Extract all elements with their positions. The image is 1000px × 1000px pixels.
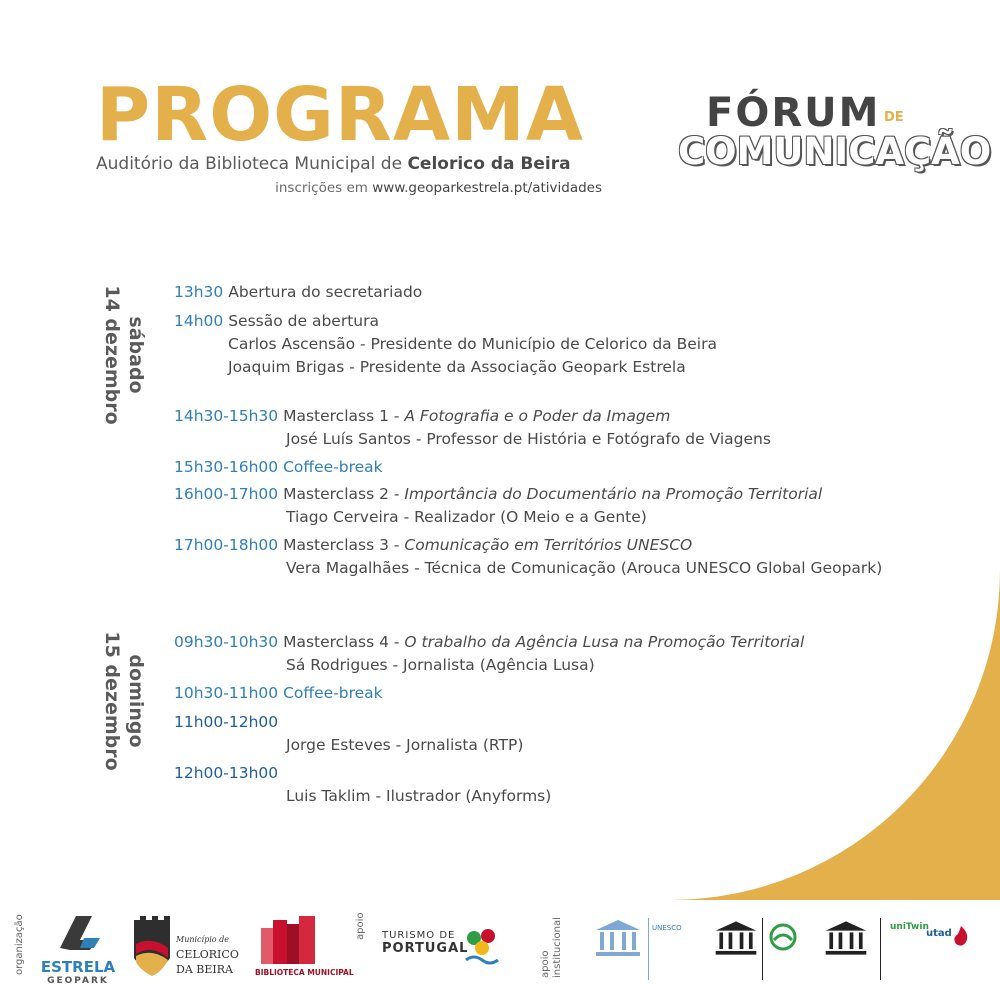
forum-logo: FÓRUM DE COMUNICAÇÃO (678, 90, 992, 173)
municipality-shield-icon (132, 914, 172, 984)
estrela-geopark-logo: ESTRELA GEOPARK (40, 910, 116, 992)
program-item: 17h00-18h00 Masterclass 3 - Comunicação em Territórios UNESCO Vera Magalhães - Técnica de Comunicação (Arouca UNESCO Global Geopark) (174, 536, 883, 577)
unesco-portugal-logo: UNESCO (592, 918, 702, 988)
signup-link[interactable]: www.geoparkestrela.pt/atividades (372, 180, 602, 196)
celorico-municipality-logo: Município de CELORICO DA BEIRA (132, 914, 232, 994)
institutional-support-label: apoio institucional (540, 917, 563, 978)
sponsors-footer (0, 900, 1000, 1000)
program-item: 11h00-12h00 Masterclass 5 - O Jornalismo e a Comunicação de Territórios Jorge Esteves - Jornalista (RTP) (174, 713, 749, 754)
unesco-temple-icon (712, 918, 760, 958)
organization-label: organização (14, 914, 25, 975)
program-item: 14h00 Sessão de abertura Carlos Ascensão - Presidente do Município de Celorico da Beira Joaquim Brigas - Presidente da Associação Geopark Estrela (174, 312, 717, 376)
venue-subtitle: Auditório da Biblioteca Municipal de Celorico da Beira (96, 154, 571, 174)
unesco-temple-icon (592, 918, 644, 958)
day-label-sunday: domingo 15 dezembro (101, 631, 147, 771)
biblioteca-logo: BIBLIOTECA MUNICIPAL (255, 914, 331, 994)
program-item: 10h30-11h00 Coffee-break (174, 684, 383, 702)
turismo-portugal-logo: TURISMO DE PORTUGAL (382, 930, 512, 980)
geoparks-forum-icon (768, 922, 798, 952)
day-label-saturday: sábado 14 dezembro (101, 285, 147, 425)
program-item: 13h30 Abertura do secretariado (174, 283, 423, 301)
unesco-geoparks-logo (712, 918, 812, 988)
program-item: 09h30-10h30 Masterclass 4 - O trabalho da Agência Lusa na Promoção Territorial Sá Rodrigues - Jornalista (Agência Lusa) (174, 633, 805, 674)
support-label: apoio (355, 912, 366, 940)
utad-flame-icon (948, 924, 974, 950)
geopark-mark-icon (40, 910, 116, 954)
program-item: 15h30-16h00 Coffee-break (174, 458, 383, 476)
page-title: PROGRAMA (96, 72, 585, 158)
program-item: 12h00-13h00 Masterclass 6 - Comunicar Ciência através da ilustração e infografia Luis Taklim - Ilustrador (Anyforms) (174, 764, 812, 805)
program-item: 16h00-17h00 Masterclass 2 - Importância do Documentário na Promoção Territorial Tiago Cerveira - Realizador (O Meio e a Gente) (174, 485, 823, 526)
signup-line: inscrições em www.geoparkestrela.pt/atividades (275, 180, 602, 196)
library-books-icon (255, 914, 325, 964)
turismo-flower-icon (462, 926, 502, 966)
unitwin-utad-logo: uniTwin utad (822, 918, 992, 988)
program-item: 14h30-15h30 Masterclass 1 - A Fotografia e o Poder da Imagem José Luís Santos - Professor de História e Fotógrafo de Viagens (174, 407, 771, 448)
unesco-temple-icon (822, 918, 870, 958)
